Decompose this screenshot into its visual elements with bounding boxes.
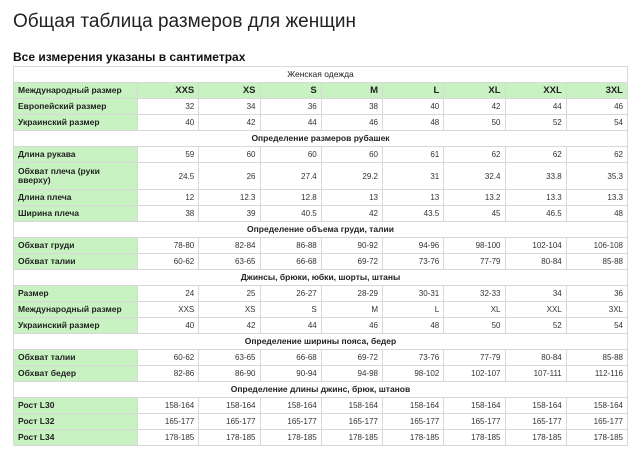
section-heading-row: [14, 131, 628, 147]
table-cell: 66-68: [260, 254, 321, 270]
table-cell: 60: [199, 147, 260, 163]
table-cell: 85-88: [566, 254, 627, 270]
table-row: [14, 430, 628, 446]
row-label: Обхват талии: [14, 254, 138, 270]
table-cell: 3XL: [566, 302, 627, 318]
table-cell: 26: [199, 163, 260, 190]
table-cell: 165-177: [199, 414, 260, 430]
row-label: Обхват груди: [14, 238, 138, 254]
table-cell: 46: [566, 99, 627, 115]
table-row: [14, 99, 628, 115]
table-cell: 165-177: [138, 414, 199, 430]
table-cell: 80-84: [505, 350, 566, 366]
table-cell: 48: [566, 206, 627, 222]
table-cell: 69-72: [321, 254, 382, 270]
table-cell: 165-177: [321, 414, 382, 430]
table-cell: 40.5: [260, 206, 321, 222]
table-cell: 44: [260, 115, 321, 131]
table-row: [14, 163, 628, 190]
row-label: Европейский размер: [14, 99, 138, 115]
table-cell: 28-29: [321, 286, 382, 302]
row-label: Рост L30: [14, 398, 138, 414]
table-row: [14, 366, 628, 382]
table-cell: 59: [138, 147, 199, 163]
table-cell: 158-164: [138, 398, 199, 414]
section-heading: Определение ширины пояса, бедер: [14, 334, 628, 350]
row-label: Обхват бедер: [14, 366, 138, 382]
size-header-cell: M: [321, 83, 382, 99]
table-row: [14, 254, 628, 270]
table-cell: 45: [444, 206, 505, 222]
table-cell: 12.8: [260, 190, 321, 206]
table-cell: 35.3: [566, 163, 627, 190]
size-header-cell: XL: [444, 83, 505, 99]
row-label: Международный размер: [14, 302, 138, 318]
table-cell: 44: [260, 318, 321, 334]
table-row: [14, 318, 628, 334]
table-cell: 31: [383, 163, 444, 190]
table-cell: 42: [444, 99, 505, 115]
table-cell: 178-185: [199, 430, 260, 446]
table-cell: 178-185: [444, 430, 505, 446]
table-cell: 36: [566, 286, 627, 302]
table-cell: 106-108: [566, 238, 627, 254]
table-cell: 66-68: [260, 350, 321, 366]
table-cell: 90-92: [321, 238, 382, 254]
table-cell: XL: [444, 302, 505, 318]
table-cell: 42: [199, 115, 260, 131]
table-row: [14, 83, 628, 99]
table-cell: 48: [383, 115, 444, 131]
section-heading: Определение объема груди, талии: [14, 222, 628, 238]
row-label: Ширина плеча: [14, 206, 138, 222]
table-cell: 86-90: [199, 366, 260, 382]
table-cell: M: [321, 302, 382, 318]
table-cell: 107-111: [505, 366, 566, 382]
table-row: [14, 190, 628, 206]
table-cell: 60: [321, 147, 382, 163]
table-cell: 98-102: [383, 366, 444, 382]
table-cell: 40: [383, 99, 444, 115]
table-cell: 60-62: [138, 350, 199, 366]
table-cell: 42: [199, 318, 260, 334]
table-cell: 102-107: [444, 366, 505, 382]
table-cell: 73-76: [383, 350, 444, 366]
table-cell: 80-84: [505, 254, 566, 270]
table-cell: 165-177: [383, 414, 444, 430]
section-heading: Женская одежда: [14, 67, 628, 83]
table-cell: 98-100: [444, 238, 505, 254]
table-cell: 165-177: [566, 414, 627, 430]
table-cell: 178-185: [383, 430, 444, 446]
row-label: Рост L34: [14, 430, 138, 446]
table-cell: 13: [383, 190, 444, 206]
size-header-cell: 3XL: [566, 83, 627, 99]
table-cell: 77-79: [444, 254, 505, 270]
table-cell: 78-80: [138, 238, 199, 254]
table-cell: 62: [505, 147, 566, 163]
row-label: Украинский размер: [14, 318, 138, 334]
table-cell: 25: [199, 286, 260, 302]
table-cell: 158-164: [321, 398, 382, 414]
table-cell: XXL: [505, 302, 566, 318]
table-cell: 40: [138, 115, 199, 131]
size-header-cell: S: [260, 83, 321, 99]
table-cell: 86-88: [260, 238, 321, 254]
size-chart-table: [13, 66, 628, 446]
size-header-cell: XXS: [138, 83, 199, 99]
table-cell: 34: [199, 99, 260, 115]
table-cell: 42: [321, 206, 382, 222]
table-cell: 39: [199, 206, 260, 222]
table-cell: 33.8: [505, 163, 566, 190]
table-row: [14, 206, 628, 222]
table-cell: XXS: [138, 302, 199, 318]
section-heading-row: [14, 222, 628, 238]
row-label: Длина рукава: [14, 147, 138, 163]
table-cell: XS: [199, 302, 260, 318]
table-cell: 24.5: [138, 163, 199, 190]
table-cell: 178-185: [566, 430, 627, 446]
table-cell: 50: [444, 115, 505, 131]
table-cell: 178-185: [505, 430, 566, 446]
section-heading-row: [14, 334, 628, 350]
size-header-cell: XS: [199, 83, 260, 99]
section-heading-row: [14, 67, 628, 83]
table-cell: 44: [505, 99, 566, 115]
table-cell: 27.4: [260, 163, 321, 190]
table-cell: 85-88: [566, 350, 627, 366]
table-cell: 46.5: [505, 206, 566, 222]
table-cell: 73-76: [383, 254, 444, 270]
table-cell: 178-185: [260, 430, 321, 446]
table-cell: 178-185: [138, 430, 199, 446]
size-header-cell: XXL: [505, 83, 566, 99]
table-row: [14, 115, 628, 131]
table-cell: 62: [566, 147, 627, 163]
table-cell: 50: [444, 318, 505, 334]
table-cell: 32-33: [444, 286, 505, 302]
table-cell: S: [260, 302, 321, 318]
table-cell: 40: [138, 318, 199, 334]
table-cell: 102-104: [505, 238, 566, 254]
table-row: [14, 238, 628, 254]
table-cell: 94-98: [321, 366, 382, 382]
table-cell: 13.3: [505, 190, 566, 206]
section-heading: Определение длины джинс, брюк, штанов: [14, 382, 628, 398]
table-cell: 158-164: [199, 398, 260, 414]
section-heading-row: [14, 270, 628, 286]
measurement-note: Все измерения указаны в сантиметрах: [13, 50, 246, 64]
table-cell: 43.5: [383, 206, 444, 222]
table-cell: 77-79: [444, 350, 505, 366]
table-cell: 46: [321, 115, 382, 131]
table-cell: 24: [138, 286, 199, 302]
table-cell: 26-27: [260, 286, 321, 302]
table-row: [14, 398, 628, 414]
table-cell: L: [383, 302, 444, 318]
table-cell: 34: [505, 286, 566, 302]
row-label: Размер: [14, 286, 138, 302]
table-cell: 158-164: [260, 398, 321, 414]
table-cell: 63-65: [199, 254, 260, 270]
row-label: Длина плеча: [14, 190, 138, 206]
table-row: [14, 147, 628, 163]
table-cell: 62: [444, 147, 505, 163]
section-heading: Джинсы, брюки, юбки, шорты, штаны: [14, 270, 628, 286]
table-cell: 178-185: [321, 430, 382, 446]
table-cell: 48: [383, 318, 444, 334]
table-cell: 38: [321, 99, 382, 115]
table-cell: 82-86: [138, 366, 199, 382]
table-cell: 12.3: [199, 190, 260, 206]
table-row: [14, 286, 628, 302]
table-cell: 158-164: [444, 398, 505, 414]
table-cell: 112-116: [566, 366, 627, 382]
section-heading-row: [14, 382, 628, 398]
table-cell: 69-72: [321, 350, 382, 366]
table-cell: 52: [505, 115, 566, 131]
table-cell: 38: [138, 206, 199, 222]
size-header-cell: L: [383, 83, 444, 99]
table-cell: 13.3: [566, 190, 627, 206]
table-row: [14, 414, 628, 430]
table-row: [14, 350, 628, 366]
table-cell: 158-164: [566, 398, 627, 414]
table-cell: 158-164: [505, 398, 566, 414]
table-cell: 36: [260, 99, 321, 115]
table-row: [14, 302, 628, 318]
table-cell: 13.2: [444, 190, 505, 206]
table-cell: 158-164: [383, 398, 444, 414]
table-cell: 54: [566, 318, 627, 334]
table-cell: 32: [138, 99, 199, 115]
table-cell: 165-177: [260, 414, 321, 430]
table-cell: 60: [260, 147, 321, 163]
section-heading: Определение размеров рубашек: [14, 131, 628, 147]
table-cell: 30-31: [383, 286, 444, 302]
table-cell: 46: [321, 318, 382, 334]
row-label: Международный размер: [14, 83, 138, 99]
table-cell: 32.4: [444, 163, 505, 190]
table-cell: 63-65: [199, 350, 260, 366]
table-cell: 90-94: [260, 366, 321, 382]
table-cell: 61: [383, 147, 444, 163]
table-cell: 12: [138, 190, 199, 206]
page-title: Общая таблица размеров для женщин: [13, 11, 356, 32]
row-label: Украинский размер: [14, 115, 138, 131]
table-cell: 82-84: [199, 238, 260, 254]
table-cell: 54: [566, 115, 627, 131]
row-label: Обхват плеча (руки вверху): [14, 163, 138, 190]
table-cell: 94-96: [383, 238, 444, 254]
table-cell: 60-62: [138, 254, 199, 270]
table-cell: 52: [505, 318, 566, 334]
row-label: Рост L32: [14, 414, 138, 430]
table-cell: 165-177: [444, 414, 505, 430]
table-cell: 13: [321, 190, 382, 206]
table-cell: 29.2: [321, 163, 382, 190]
table-cell: 165-177: [505, 414, 566, 430]
row-label: Обхват талии: [14, 350, 138, 366]
